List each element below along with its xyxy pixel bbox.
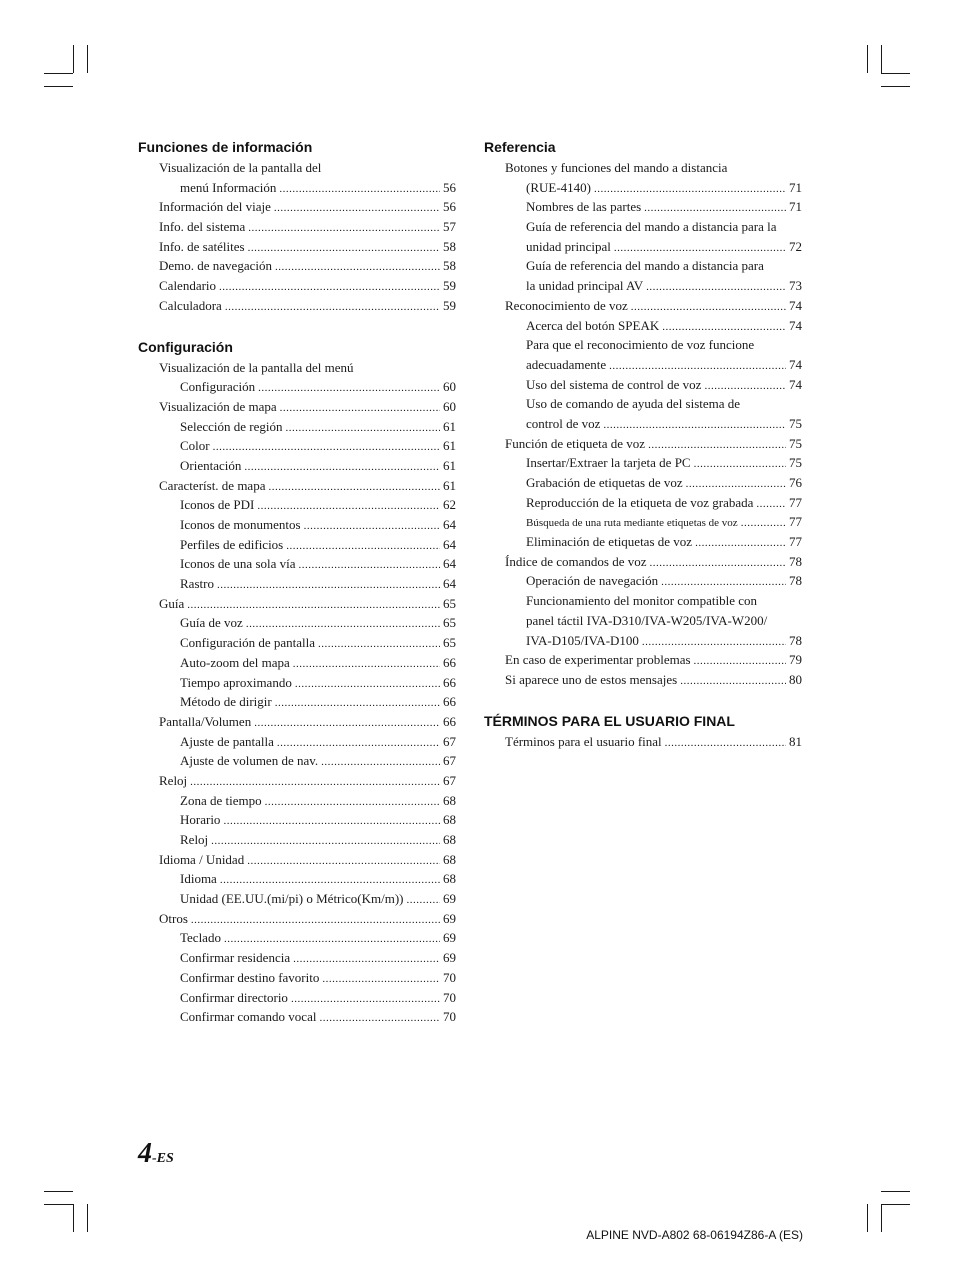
toc-entry[interactable] [484,571,802,591]
toc-entry[interactable] [138,256,456,276]
dot-leader [665,734,786,754]
toc-entry[interactable] [484,355,802,375]
dot-leader [650,554,786,574]
toc-entry-title: Si aparece uno de estos mensajes [505,671,678,687]
dot-leader [741,514,786,534]
toc-entry-title: Configuración [180,379,256,395]
toc-entry-page: 70 [443,969,456,985]
toc-entry[interactable] [138,417,456,437]
toc-entry[interactable] [484,296,802,316]
toc-entry[interactable] [138,515,456,535]
dot-leader [680,672,786,692]
dot-leader [299,556,440,576]
toc-entry-title: Info. del sistema [159,219,246,235]
toc-entry-page: 73 [789,278,802,294]
toc-entry[interactable] [138,692,456,712]
toc-entry-title: Insertar/Extraer la tarjeta de PC [526,455,691,471]
toc-entry[interactable] [484,335,802,355]
toc-entry-title: Confirmar residencia [180,950,291,966]
toc-entry[interactable] [484,316,802,336]
toc-entry-title: Iconos de PDI [180,497,255,513]
toc-entry-title: Característ. de mapa [159,477,266,493]
toc-entry-title: Grabación de etiquetas de voz [526,475,683,490]
toc-entry-page: 77 [789,494,802,510]
toc-entry-title: Guía de referencia del mando a distancia para la [526,219,777,235]
toc-entry[interactable] [484,631,802,651]
toc-entry[interactable] [138,1007,456,1027]
toc-entry[interactable] [138,948,456,968]
dot-leader [265,793,440,813]
toc-entry[interactable] [484,217,802,237]
dot-leader [191,911,440,931]
toc-entry-title: adecuadamente [526,356,607,372]
toc-entry[interactable] [138,633,456,653]
toc-entry-page: 60 [443,379,456,395]
toc-entry-title: Funcionamiento del monitor compatible con [526,593,758,609]
toc-list [138,158,456,316]
toc-entry-title: Guía de voz [180,615,243,631]
dot-leader [248,239,440,259]
toc-entry-title: Ajuste de volumen de nav. [180,753,319,769]
toc-entry-title: Ajuste de pantalla [180,733,274,749]
toc-entry[interactable] [484,611,802,631]
dot-leader [254,714,440,734]
toc-entry[interactable] [484,434,802,454]
toc-entry-page: 80 [789,671,802,687]
toc-entry-page: 64 [443,517,456,532]
toc-entry-title: Para que el reconocimiento de voz funcione [526,337,755,353]
toc-entry[interactable] [138,397,456,417]
dot-leader [219,278,440,298]
toc-entry[interactable] [138,594,456,614]
toc-entry-title: Nombres de las partes [526,199,642,215]
toc-entry-page: 74 [789,317,802,333]
toc-entry-page: 60 [443,398,456,414]
toc-entry-page: 79 [789,652,802,668]
toc-entry-title: Idioma [180,871,217,887]
toc-entry-page: 61 [443,438,456,454]
toc-entry-page: 58 [443,238,456,254]
toc-entry-title: Guía [159,595,185,611]
toc-entry-page: 68 [443,812,456,828]
dot-leader [248,219,440,239]
toc-entry-page: 68 [443,851,456,867]
toc-entry-page: 75 [789,435,802,451]
toc-entry[interactable] [138,574,456,594]
toc-entry-title: Reloj [159,772,188,788]
toc-entry[interactable] [484,473,802,493]
toc-entry-page: 81 [789,733,802,749]
toc-entry-page: 64 [443,536,456,552]
toc-entry[interactable] [138,988,456,1008]
toc-entry[interactable] [138,869,456,889]
dot-leader [646,278,786,298]
document-footer: ALPINE NVD-A802 68-06194Z86-A (ES) [586,1228,803,1242]
toc-entry[interactable] [484,414,802,434]
toc-entry[interactable] [484,394,802,414]
toc-entry[interactable] [138,456,456,476]
dot-leader [318,635,440,655]
toc-list [484,732,802,752]
toc-entry[interactable] [138,495,456,515]
toc-entry-page: 71 [789,199,802,215]
dot-leader [258,379,440,399]
dot-leader [223,812,440,832]
toc-entry-title: Rastro [180,576,214,592]
toc-entry-title: Orientación [180,457,242,473]
toc-entry-page: 74 [789,356,802,372]
toc-entry-title: Método de dirigir [180,694,272,710]
dot-leader [322,970,440,990]
section-title-referencia: Referencia [484,139,556,155]
toc-entry-title: Reloj [180,832,209,847]
toc-entry[interactable] [484,197,802,217]
toc-entry-page: 69 [443,891,456,907]
toc-entry-title: Búsqueda de una ruta mediante etiquetas de voz [526,517,738,530]
dot-leader [279,180,440,200]
toc-entry-page: 78 [789,632,802,648]
toc-entry[interactable] [484,256,802,276]
toc-entry-page: 66 [443,674,456,690]
toc-entry[interactable] [484,552,802,572]
toc-entry-title: Visualización de la pantalla del menú [159,359,354,375]
toc-entry-page: 70 [443,1009,456,1025]
dot-leader [694,652,786,672]
toc-entry[interactable] [138,791,456,811]
dot-leader [319,1009,440,1029]
toc-entry-page: 68 [443,792,456,808]
dot-leader [274,199,440,219]
toc-entry-page: 76 [789,475,802,490]
toc-entry-title: Guía de referencia del mando a distancia para [526,258,764,274]
dot-leader [295,675,440,695]
toc-list [484,158,802,690]
toc-entry-page: 56 [443,199,456,215]
toc-entry-title: Visualización de mapa [159,398,277,414]
toc-entry[interactable] [484,493,802,513]
toc-entry-title: Confirmar destino favorito [180,969,320,985]
toc-entry-title: (RUE-4140) [526,179,591,195]
toc-entry-page: 77 [789,514,802,530]
dot-leader [293,655,440,675]
toc-entry-title: Términos para el usuario final [505,733,662,749]
toc-entry-title: Unidad (EE.UU.(mi/pi) o Métrico(Km/m)) [180,891,404,907]
toc-entry-title: control de voz [526,415,601,431]
toc-entry-title: Función de etiqueta de voz [505,435,646,451]
toc-entry[interactable] [138,217,456,237]
toc-entry-title: Acerca del botón SPEAK [526,317,660,333]
toc-entry-title: Botones y funciones del mando a distancia [505,160,728,175]
toc-entry[interactable] [138,850,456,870]
toc-entry-page: 59 [443,278,456,294]
dot-leader [211,832,440,852]
toc-entry-title: Otros [159,910,188,926]
toc-entry[interactable] [138,554,456,574]
toc-right-column [484,136,802,751]
toc-entry-title: Información del viaje [159,199,271,215]
toc-entry-title: panel táctil IVA-D310/IVA-W205/IVA-W200/ [526,612,768,628]
toc-entry[interactable] [138,928,456,948]
toc-entry-page: 75 [789,455,802,471]
toc-entry[interactable] [138,535,456,555]
page-number [138,1138,174,1175]
toc-entry[interactable] [138,712,456,732]
toc-entry-page: 69 [443,930,456,946]
toc-entry[interactable] [138,158,456,178]
toc-entry[interactable] [138,237,456,257]
dot-leader [280,399,440,419]
toc-entry-title: Tiempo aproximando [180,674,292,690]
toc-entry[interactable] [484,276,802,296]
dot-leader [321,753,440,773]
toc-entry-page: 61 [443,418,456,434]
toc-entry[interactable] [484,158,802,178]
toc-entry-page: 67 [443,772,456,788]
section-title-configuracion: Configuración [138,338,233,355]
toc-entry-title: Reconocimiento de voz [505,297,628,313]
dot-leader [304,517,440,537]
toc-entry-page: 61 [443,477,456,493]
toc-entry-title: Horario [180,812,221,828]
toc-entry-title: Calculadora [159,297,222,313]
toc-entry-page: 58 [443,258,456,274]
toc-entry[interactable] [138,889,456,909]
toc-entry-title: Calendario [159,278,217,294]
dot-leader [756,495,786,515]
toc-entry-title: Pantalla/Volumen [159,713,252,729]
toc-entry[interactable] [484,532,802,552]
toc-entry-title: Demo. de navegación [159,258,272,274]
toc-entry-page: 78 [789,573,802,589]
page-number-value: 4 [138,1138,152,1169]
toc-entry[interactable] [138,751,456,771]
toc-entry-title: Uso del sistema de control de voz [526,376,702,392]
toc-entry-page: 74 [789,297,802,313]
toc-entry-page: 75 [789,415,802,431]
toc-entry-title: Reproducción de la etiqueta de voz grabada [526,494,754,510]
toc-entry-page: 68 [443,832,456,847]
toc-entry-page: 77 [789,534,802,550]
toc-entry-page: 69 [443,950,456,966]
section-title-funciones-de-informacion: Funciones de información [138,139,313,155]
toc-entry-title: Eliminación de etiquetas de voz [526,534,693,550]
toc-entry-page: 65 [443,615,456,631]
toc-entry-page: 56 [443,179,456,195]
toc-entry-title: Color [180,438,210,454]
toc-entry[interactable] [484,512,802,532]
toc-entry-page: 69 [443,910,456,926]
toc-entry[interactable] [138,830,456,850]
toc-entry-page: 61 [443,457,456,473]
toc-entry[interactable] [138,810,456,830]
toc-entry-page: 70 [443,989,456,1005]
toc-entry[interactable] [138,732,456,752]
toc-entry-title: Confirmar comando vocal [180,1009,317,1025]
toc-entry-title: IVA-D105/IVA-D100 [526,632,639,648]
toc-entry[interactable] [138,968,456,988]
toc-entry-title: Zona de tiempo [180,792,262,808]
toc-entry[interactable] [138,673,456,693]
toc-entry-title: Índice de comandos de voz [505,553,647,569]
toc-entry[interactable] [138,276,456,296]
toc-entry-title: la unidad principal AV [526,278,644,294]
toc-entry[interactable] [484,650,802,670]
toc-entry-title: Operación de navegación [526,573,659,589]
toc-left-column [138,136,456,1027]
toc-entry[interactable] [484,375,802,395]
toc-entry[interactable] [484,237,802,257]
dot-leader [213,438,440,458]
toc-entry[interactable] [138,909,456,929]
dot-leader [225,298,440,318]
toc-entry[interactable] [484,591,802,611]
toc-entry-page: 74 [789,376,802,392]
toc-entry-title: Iconos de una sola vía [180,556,296,572]
toc-entry-title: unidad principal [526,238,611,254]
toc-entry-page: 71 [789,179,802,195]
toc-entry-title: menú Información [180,179,277,195]
toc-entry-title: En caso de experimentar problemas [505,652,691,668]
dot-leader [286,537,440,557]
toc-entry-title: Idioma / Unidad [159,851,245,867]
toc-entry-page: 68 [443,871,456,887]
toc-entry[interactable] [138,197,456,217]
dot-leader [695,534,786,554]
toc-entry-page: 66 [443,694,456,710]
toc-entry-page: 67 [443,733,456,749]
toc-entry[interactable] [484,453,802,473]
dot-leader [275,258,440,278]
toc-entry-title: Configuración de pantalla [180,635,316,651]
toc-entry[interactable] [138,296,456,316]
toc-entry-page: 67 [443,753,456,769]
dot-leader [244,458,440,478]
toc-entry-page: 62 [443,497,456,513]
toc-entry-title: Info. de satélites [159,238,245,254]
toc-entry-title: Auto-zoom del mapa [180,654,290,670]
toc-entry-page: 65 [443,635,456,651]
dot-leader [406,891,440,911]
dot-leader [217,576,440,596]
toc-entry[interactable] [138,358,456,378]
toc-entry-page: 65 [443,595,456,611]
dot-leader [275,694,440,714]
toc-entry-page: 66 [443,713,456,729]
toc-entry-page: 57 [443,219,456,235]
toc-entry-page: 66 [443,654,456,670]
toc-entry-title: Perfiles de edificios [180,536,284,552]
toc-entry-title: Uso de comando de ayuda del sistema de [526,396,741,412]
toc-entry-title: Confirmar directorio [180,989,288,1005]
toc-entry-page: 72 [789,238,802,254]
toc-entry-page: 78 [789,553,802,569]
toc-entry-title: Selección de región [180,418,283,434]
toc-entry[interactable] [138,178,456,198]
toc-entry[interactable] [138,476,456,496]
toc-list [138,358,456,1027]
page-number-suffix: -ES [152,1151,174,1166]
dot-leader [286,419,440,439]
toc-entry-page: 59 [443,297,456,313]
toc-entry-page: 64 [443,556,456,572]
toc-entry[interactable] [138,436,456,456]
toc-entry[interactable] [138,377,456,397]
toc-entry[interactable] [138,613,456,633]
dot-leader [694,455,786,475]
dot-leader [268,478,440,498]
toc-entry-title: Iconos de monumentos [180,517,301,532]
dot-leader [247,852,440,872]
toc-entry-title: Teclado [180,930,221,946]
toc-entry[interactable] [138,771,456,791]
toc-entry[interactable] [484,732,802,752]
section-title-terminos-para-el-usuario-final: TÉRMINOS PARA EL USUARIO FINAL [484,712,735,729]
toc-entry-title: Visualización de la pantalla del [159,160,322,175]
toc-entry[interactable] [484,670,802,690]
toc-entry[interactable] [484,178,802,198]
toc-entry[interactable] [138,653,456,673]
toc-entry-page: 64 [443,576,456,592]
